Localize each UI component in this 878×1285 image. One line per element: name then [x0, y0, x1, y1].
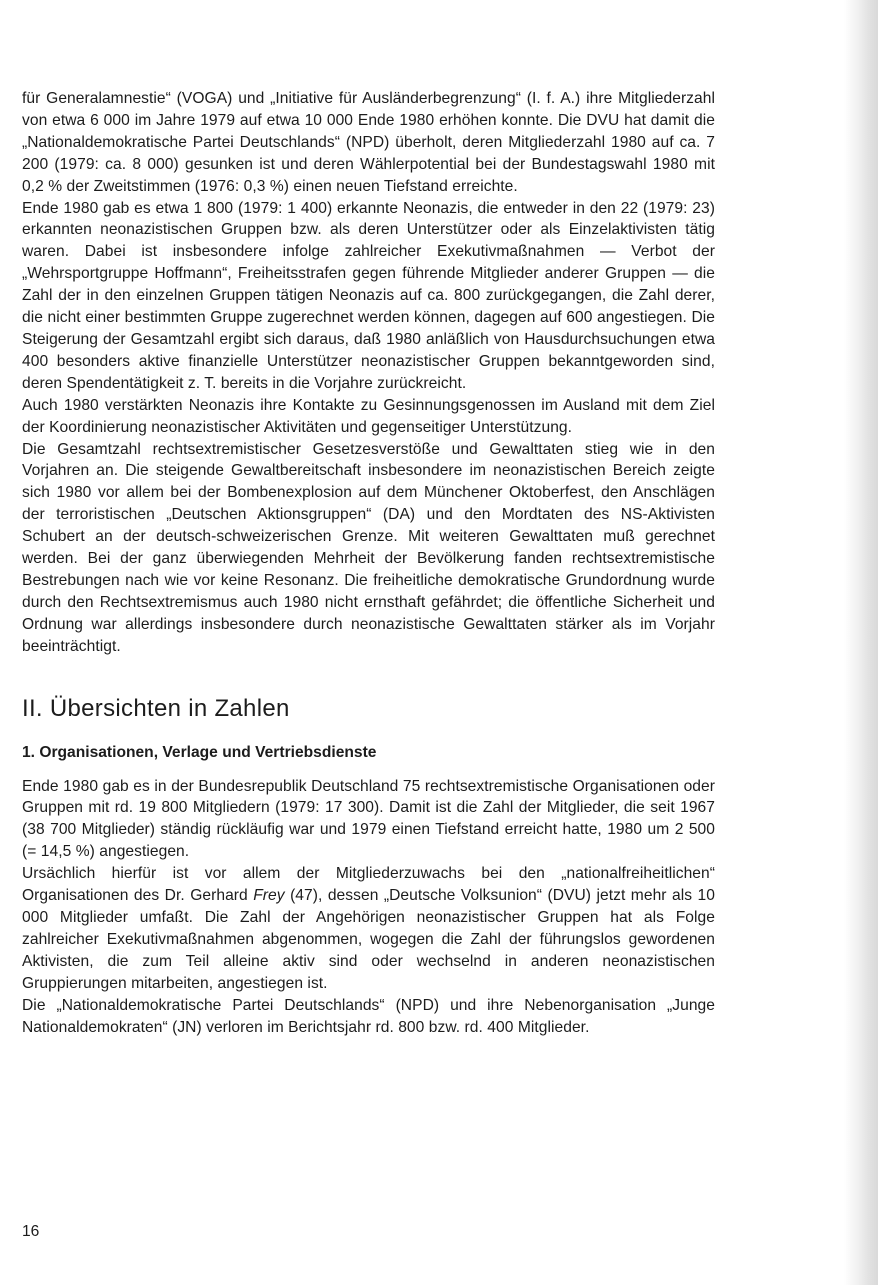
- scan-edge-shadow: [844, 0, 878, 1285]
- paragraph: Die Gesamtzahl rechtsextremistischer Gesetzesverstöße und Gewalttaten stieg wie in den Vorjahren an. Die steigende Gewaltbereitschaft insbesondere im neonazistischen Bereich zeigte sich 1980 vor allem bei der Bombenexplosion auf dem Münchener Oktoberfest, den Anschlägen der terroristischen „Deutschen Aktionsgruppen“ (DA) und den Mordtaten des NS-Aktivisten Schubert an der deutsch-schweizerischen Grenze. Mit weiteren Gewalttaten muß gerechnet werden. Bei der ganz überwiegenden Mehrheit der Bevölkerung fanden rechtsextremistische Bestrebungen nach wie vor keine Resonanz. Die freiheitliche demokratische Grundordnung wurde durch den Rechtsextremismus auch 1980 nicht ernsthaft gefährdet; die öffentliche Sicherheit und Ordnung war allerdings insbesondere durch neonazistische Gewalttaten stärker als im Vorjahr beeinträchtigt.: [22, 440, 715, 655]
- paragraph: Ende 1980 gab es etwa 1 800 (1979: 1 400) erkannte Neonazis, die entweder in den 22 (1979: 23) erkannten neonazistischen Gruppen bzw. als deren Unterstützer oder als Einzelaktivisten tätig waren. Dabei ist insbesondere infolge zahlreicher Exekutivmaßnahmen — Verbot der „Wehrsportgruppe Hoffmann“, Freiheitsstrafen gegen führende Mitglieder anderer Gruppen — die Zahl der in den einzelnen Gruppen tätigen Neonazis auf ca. 800 zurückgegangen, die Zahl derer, die nicht einer bestimmten Gruppe zugerechnet werden können, dagegen auf 600 angestiegen. Die Steigerung der Gesamtzahl ergibt sich daraus, daß 1980 anläßlich von Hausdurchsuchungen etwa 400 besonders aktive finanzielle Unterstützer neonazistischer Gruppen bekanntgeworden sind, deren Spendentätigkeit z. T. bereits in die Vorjahre zurückreicht.: [22, 199, 715, 392]
- paragraph: Die „Nationaldemokratische Partei Deutschlands“ (NPD) und ihre Nebenorganisation „Junge Nationaldemokraten“ (JN) verloren im Berichtsjahr rd. 800 bzw. rd. 400 Mitglieder.: [22, 996, 715, 1036]
- paragraph-text: (47), dessen „Deutsche Volksunion“ (DVU) jetzt mehr als 10 000 Mitglieder umfaßt. Die Zahl der Angehörigen neonazistischer Gruppen hat als Folge zahlreicher Exekutivmaßnahmen abgenommen, wogegen die Zahl der führungslos gewordenen Aktivisten, die zum Teil alleine aktiv sind oder wechselnd in anderen neonazistischen Gruppierungen mitarbeiten, angestiegen ist.: [22, 887, 715, 992]
- paragraph-text: Ursächlich hierfür ist vor allem der Mitgliederzuwachs bei den „nationalfreiheitlichen“ Organisationen des Dr. Gerhard: [22, 865, 715, 905]
- sub-heading: 1. Organisationen, Verlage und Vertriebsdienste: [22, 743, 377, 761]
- section-heading: II. Übersichten in Zahlen: [22, 694, 290, 722]
- paragraph: [22, 863, 715, 994]
- page-body: [22, 88, 715, 1038]
- paragraph: für Generalamnestie“ (VOGA) und „Initiative für Ausländerbegrenzung“ (I. f. A.) ihre Mitgliederzahl von etwa 6 000 im Jahre 1979 auf etwa 10 000 Ende 1980 erhöhen konnte. Die DVU hat damit die „Nationaldemokratische Partei Deutschlands“ (NPD) überholt, deren Mitgliederzahl 1980 auf ca. 7 200 (1979: ca. 8 000) gesunken ist und deren Wählerpotential bei der Bundestagswahl 1980 mit 0,2 % der Zweitstimmen (1976: 0,3 %) einen neuen Tiefstand erreichte.: [22, 90, 715, 195]
- person-name: Frey: [253, 887, 285, 905]
- paragraph: Auch 1980 verstärkten Neonazis ihre Kontakte zu Gesinnungsgenossen im Ausland mit dem Ziel der Koordinierung neonazistischer Aktivitäten und gegenseitiger Unterstützung.: [22, 396, 715, 436]
- page-number: 16: [22, 1223, 40, 1240]
- paragraph: Ende 1980 gab es in der Bundesrepublik Deutschland 75 rechtsextremistische Organisationen oder Gruppen mit rd. 19 800 Mitgliedern (1979: 17 300). Damit ist die Zahl der Mitglieder, die seit 1967 (38 700 Mitglieder) ständig rückläufig war und 1979 einen Tiefstand erreicht hatte, 1980 um 2 500 (= 14,5 %) angestiegen.: [22, 777, 715, 861]
